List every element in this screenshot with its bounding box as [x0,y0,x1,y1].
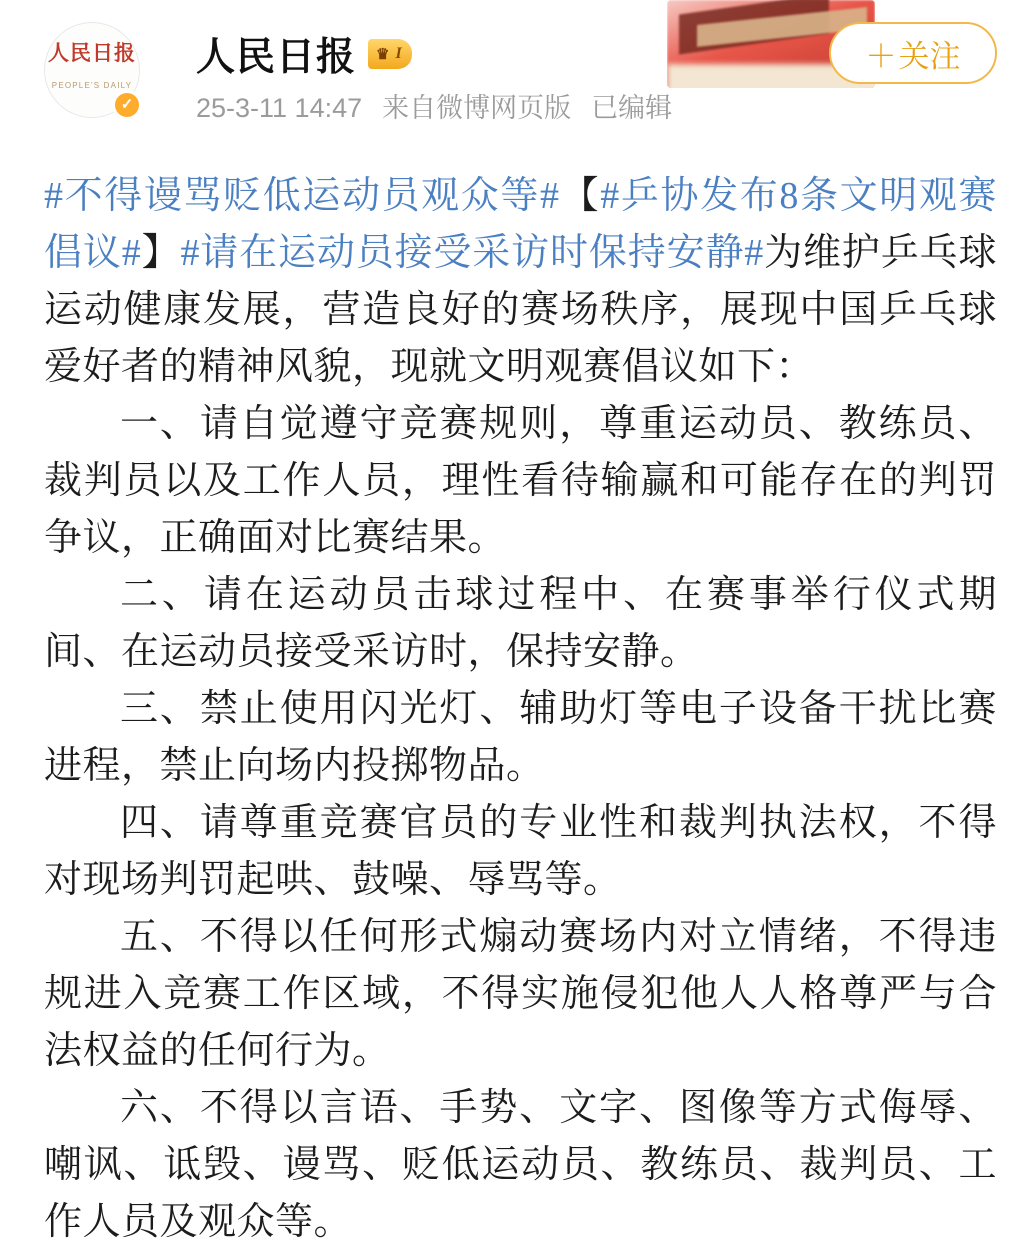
post-item-5: 五、不得以任何形式煽动赛场内对立情绪，不得违规进入竞赛工作区域，不得实施侵犯他人人格尊严与合法权益的任何行为。 [44,916,997,1072]
author-name[interactable]: 人民日报 [196,36,357,79]
post-meta [196,86,672,125]
avatar-logo-subtext: PEOPLE'S DAILY [51,81,133,90]
bracket-close: 】 [141,232,181,274]
plus-icon: ＋ [865,38,897,74]
post-lead-text: 为维护乒乓球运动健康发展，营造良好的赛场秩序，展现中国乒乓球爱好者的精神风貌，现就文明观赛倡议如下： [44,232,997,388]
hashtag-2[interactable]: #乒协发布8条文明观赛倡议# [44,175,997,274]
post-item-2: 二、请在运动员击球过程中、在赛事举行仪式期间、在运动员接受采访时，保持安静。 [44,574,997,673]
vip-level-badge[interactable] [368,39,412,69]
crown-icon: ♛ [376,46,390,63]
avatar-logo-text: 人民日报 [48,41,136,65]
post-item-6: 六、不得以言语、手势、文字、图像等方式侮辱、嘲讽、诋毁、谩骂、贬低运动员、教练员、裁判员、工作人员及观众等。 [44,1087,997,1243]
vip-level-label: I [395,45,402,62]
follow-button[interactable] [829,22,997,84]
bracket-open: 【 [559,175,601,217]
post-item-3: 三、禁止使用闪光灯、辅助灯等电子设备干扰比赛进程，禁止向场内投掷物品。 [44,688,997,787]
hashtag-1[interactable]: #不得谩骂贬低运动员观众等# [44,175,560,217]
post-header [0,0,1023,162]
follow-button-label: 关注 [898,38,961,74]
post-item-1: 一、请自觉遵守竞赛规则，尊重运动员、教练员、裁判员以及工作人员，理性看待输赢和可能存在的判罚争议，正确面对比赛结果。 [44,403,997,559]
verified-check-icon: ✓ [112,90,142,120]
post-body-paragraph-intro [44,168,997,396]
post-body [0,162,1023,1251]
post-edited-label: 已编辑 [591,93,673,123]
author-name-row [196,26,412,82]
avatar[interactable] [44,22,140,118]
hashtag-3[interactable]: #请在运动员接受采访时保持安静# [180,232,764,274]
post-timestamp: 25-3-11 14:47 [196,93,363,123]
post-item-4: 四、请尊重竞赛官员的专业性和裁判执法权，不得对现场判罚起哄、鼓噪、辱骂等。 [44,802,997,901]
post-source[interactable]: 来自微博网页版 [382,93,572,123]
